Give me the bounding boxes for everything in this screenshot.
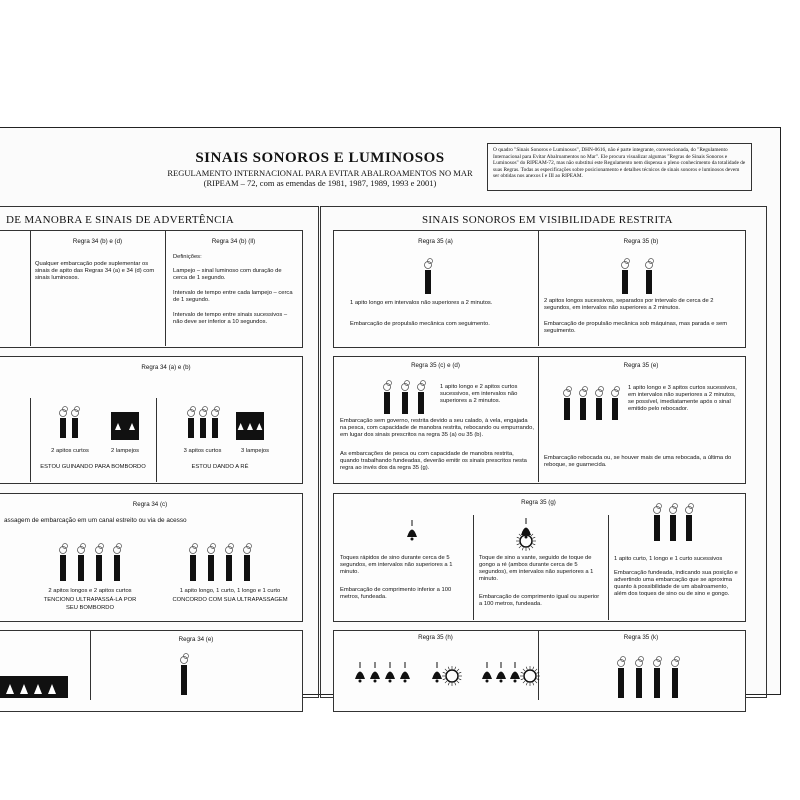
page-title: SINAIS SONOROS E LUMINOSOS [195,150,445,166]
bell-icon [407,530,417,538]
whistle-icon [96,555,102,581]
whistle-icon [654,515,660,541]
bell-clapper-icon [359,680,362,683]
steam-puff-icon [247,544,252,549]
gong-ring-icon [443,679,446,680]
gong-ring-icon [458,672,461,673]
rule-text: Embarcação sem governo, restrita devido a seu calado, à vela, engajada na pesca, com capacidade de manobra restrita, rebocando ou empurrando, em lugar dos sinais prescritos na regra 35 (a) ou 35 (b). [340,418,534,438]
gong-ring-icon [533,667,534,670]
signal-meaning: TENCIONO ULTRAPASSÁ-LA POR [43,597,137,603]
rule-label: Regra 34 (c) [132,501,168,508]
bell-icon [385,672,395,680]
steam-puff-icon [63,544,68,549]
flash-light-icon [111,412,139,440]
bell-clapper-icon [411,538,414,541]
whistle-icon [384,392,390,414]
steam-puff-icon [203,407,208,412]
gong-ring-icon [531,546,533,548]
right-section-heading: SINAIS SONOROS EM VISIBILIDADE RESTRITA [422,214,673,226]
rule-text: Embarcação de comprimento inferior a 100 metros, fundeada. [340,587,452,600]
whistle-icon [114,555,120,581]
whistle-icon [188,418,194,438]
bell-icon [482,672,492,680]
steam-puff-icon [649,259,654,264]
gong-ring-icon [517,544,520,545]
bell-clapper-icon [514,680,517,683]
whistle-icon [618,668,624,698]
rule-text: Embarcação de comprimento igual ou superior a 100 metros, fundeada. [479,594,600,607]
gong-ring-icon [536,679,539,680]
steam-puff-icon [75,407,80,412]
gong-ring-icon [521,679,524,680]
whistle-count-label: 3 apitos curtos [183,448,222,454]
bell-clapper-icon [389,680,392,683]
bell-clapper-icon [436,680,439,683]
steam-puff-icon [599,387,604,392]
whistle-icon [60,555,66,581]
rule-label: Regra 35 (k) [623,634,659,641]
flash-count-label: 2 lampejos [110,448,140,454]
whistle-icon [60,418,66,438]
rule-label: Regra 35 (h) [418,634,453,641]
gong-icon [446,670,458,682]
bell-icon [496,672,506,680]
page-subtitle: REGULAMENTO INTERNACIONAL PARA EVITAR ABALROAMENTOS NO MAR [167,168,473,178]
steam-puff-icon [428,259,433,264]
rule-label: Regra 35 (b) [623,238,659,245]
gong-ring-icon [443,672,446,673]
signal-meaning: ESTOU DANDO A RÉ [191,464,249,470]
steam-puff-icon [184,654,189,659]
signal-meaning: CONCORDO COM SUA ULTRAPASSAGEM [172,597,288,603]
definition-signals: Intervalo de tempo entre sinais sucessivos – não deve ser inferior a 10 segundos. [173,312,288,325]
gong-ring-icon [532,537,535,538]
rule-label: Regra 35 (c) e (d) [411,362,460,369]
steam-puff-icon [81,544,86,549]
whistle-icon [596,398,602,420]
gong-ring-icon [523,681,525,683]
bell-clapper-icon [374,680,377,683]
gong-ring-icon [526,682,527,685]
steam-puff-icon [657,504,662,509]
whistle-icon [425,270,431,294]
steam-puff-icon [387,381,392,386]
whistle-icon [646,270,652,294]
flash-count-label: 3 lampejos [240,448,270,454]
whistle-count-label: 2 apitos curtos [51,448,89,454]
rule-label: Regra 34 (a) e (b) [141,364,191,371]
rule-text: Embarcação fundeada, indicando sua posição e advertindo uma embarcação que se aproxima quanto à possibilidade de um abalroamento, além dos toques de sino ou de sino e gongo. [614,570,738,597]
rule-text: Toque de sino a vante, seguido de toque de gongo a ré (ambos durante cerca de 5 segundos), em intervalos não superiores a 1 minuto. [479,555,594,582]
rule-text: Embarcação de propulsão mecânica com seguimento. [350,321,490,327]
gong-ring-icon [535,669,537,671]
signal-meaning: SEU BOMBORDO [66,605,114,611]
whistle-icon [181,665,187,695]
steam-puff-icon [621,657,626,662]
gong-ring-icon [445,669,447,671]
definition-interval: Intervalo de tempo entre cada lampejo – cerca de 1 segundo. [173,290,293,303]
gong-ring-icon [535,681,537,683]
rule-label: Regra 35 (a) [418,238,453,245]
gong-ring-icon [519,546,521,548]
rule-text: 1 apito longo e 2 apitos curtos sucessivos, em intervalos não superiores a 2 minutos. [440,384,518,404]
steam-puff-icon [689,504,694,509]
gong-ring-icon [536,672,539,673]
whistle-icon [402,392,408,414]
rule-label: Regra 34 (b) (ll) [211,238,256,245]
rule-text: Toques rápidos de sino durante cerca de 5 segundos, em intervalos não superiores a 1 minuto. [340,555,453,575]
whistle-icon [670,515,676,541]
whistle-icon [78,555,84,581]
bell-clapper-icon [404,680,407,683]
gong-ring-icon [521,672,524,673]
bell-clapper-icon [500,680,503,683]
steam-puff-icon [215,407,220,412]
rule-label: Regra 35 (g) [521,499,556,506]
page-subtitle-edition: (RIPEAM – 72, com as emendas de 1981, 1987, 1989, 1993 e 2001) [203,178,437,188]
steam-puff-icon [405,381,410,386]
gong-ring-icon [445,681,447,683]
whistle-icon [580,398,586,420]
steam-puff-icon [583,387,588,392]
rule-text: Embarcação de propulsão mecânica sob máquinas, mas parada e sem seguimento. [544,321,728,334]
whistle-sequence: 2 apitos longos e 2 apitos curtos [48,588,132,594]
gong-ring-icon [517,537,520,538]
steam-puff-icon [191,407,196,412]
whistle-icon [208,555,214,581]
rule-text: 1 apito longo em intervalos não superiores a 2 minutos. [350,300,493,306]
steam-puff-icon [657,657,662,662]
steam-puff-icon [673,504,678,509]
gong-ring-icon [522,547,523,550]
rule-text: As embarcações de pesca ou com capacidade de manobra restrita, quando trabalhando fundeadas, deverão emitir os sinais prescritos nesta regra ao invés dos da regra 35 (g). [340,451,527,471]
bell-icon [370,672,380,680]
whistle-icon [190,555,196,581]
bell-icon [355,672,365,680]
steam-puff-icon [211,544,216,549]
bell-icon [400,672,410,680]
gong-ring-icon [457,669,459,671]
gong-icon [524,670,536,682]
whistle-icon [672,668,678,698]
whistle-icon [226,555,232,581]
rule-label: Regra 34 (b) e (d) [72,238,123,245]
whistle-icon [72,418,78,438]
gong-ring-icon [523,669,525,671]
steam-puff-icon [117,544,122,549]
steam-puff-icon [639,657,644,662]
steam-puff-icon [615,387,620,392]
signal-meaning: ESTOU GUINANDO PARA BOMBORDO [40,464,146,470]
whistle-icon [636,668,642,698]
rule-label: Regra 34 (e) [178,636,214,643]
steam-puff-icon [63,407,68,412]
whistle-icon [244,555,250,581]
gong-ring-icon [455,682,456,685]
gong-ring-icon [532,544,535,545]
gong-ring-icon [448,667,449,670]
steam-puff-icon [229,544,234,549]
steam-puff-icon [567,387,572,392]
bell-clapper-icon [525,536,528,539]
steam-puff-icon [421,381,426,386]
whistle-icon [654,668,660,698]
bell-clapper-icon [486,680,489,683]
rule-text: 1 apito longo e 3 apitos curtos sucessivos, em intervalos não superiores a 2 minutos, se possível, imediatamente após o sinal emitido pelo rebocador. [628,385,737,412]
gong-ring-icon [531,534,533,536]
rule-text: Embarcação rebocada ou, se houver mais de uma rebocada, a última do reboque, se guarnecida. [544,455,732,468]
rule-text: Qualquer embarcação pode suplementar os sinais de apito das Regras 34 (a) e 34 (d) com sinais luminosos. [35,261,155,281]
rule-heading: assagem de embarcação em um canal estreito ou via de acesso [4,517,187,524]
whistle-icon [418,392,424,414]
definition-flash: Lampejo – sinal luminoso com duração de cerca de 1 segundo. [173,268,282,281]
rule-label: Regra 35 (e) [623,362,659,369]
gong-ring-icon [458,679,461,680]
disclaimer-note: O quadro "Sinais Sonoros e Luminosos", DHN-0616, não é parte integrante, convencionada, do "Regulamento Internacional para Evitar Abalroamentos no Mar". Ele procura visualizar algumas "Regras de Sinais Sonoros e Luminosos" do RIPEAM-72, mas não substitui este Regulamento nem dispensa o pleno conhecimento da totalidade de suas Regras. Todas as especificações sobre posicionamento e detalhes técnicos de sinais sonoros e luminosos devem ser obtidas nos anexos I e III ao RIPEAM. [487,143,752,191]
rule-text: 2 apitos longos sucessivos, separados por intervalo de cerca de 2 segundos, em intervalos não superiores a 2 minutos. [544,298,714,311]
gong-ring-icon [455,667,456,670]
bell-icon [510,672,520,680]
whistle-icon [200,418,206,438]
rule-text: 1 apito curto, 1 longo e 1 curto sucessivos [614,556,723,562]
gong-ring-icon [457,681,459,683]
gong-ring-icon [448,682,449,685]
left-section-heading: DE MANOBRA E SINAIS DE ADVERTÊNCIA [6,214,235,226]
steam-puff-icon [625,259,630,264]
steam-puff-icon [675,657,680,662]
definitions-label: Definições: [173,254,202,260]
gong-ring-icon [519,534,521,536]
whistle-icon [612,398,618,420]
gong-ring-icon [526,667,527,670]
whistle-icon [686,515,692,541]
bell-icon [432,672,442,680]
whistle-icon [564,398,570,420]
whistle-sequence: 1 apito longo, 1 curto, 1 longo e 1 curto [179,588,281,594]
gong-ring-icon [529,547,530,550]
whistle-icon [212,418,218,438]
steam-puff-icon [99,544,104,549]
steam-puff-icon [193,544,198,549]
gong-ring-icon [533,682,534,685]
whistle-icon [622,270,628,294]
